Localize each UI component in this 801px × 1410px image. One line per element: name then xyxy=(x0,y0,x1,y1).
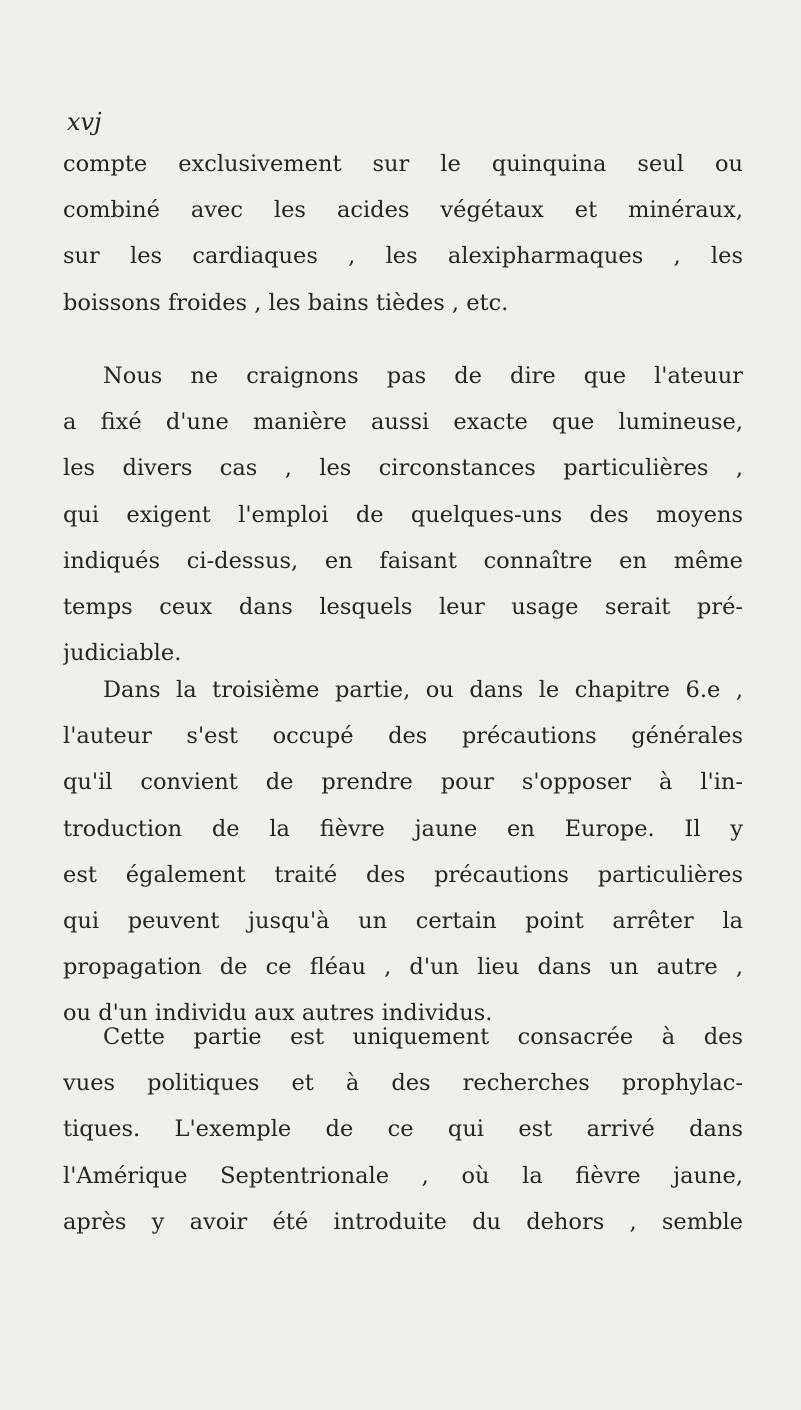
text-line: temps ceux dans lesquels leur usage serait pré- xyxy=(63,593,743,620)
text-line: après y avoir été introduite du dehors , semble xyxy=(63,1208,743,1235)
text-line: indiqués ci-dessus, en faisant connaître en même xyxy=(63,547,743,574)
text-line: l'auteur s'est occupé des précautions générales xyxy=(63,723,743,750)
text-line: a fixé d'une manière aussi exacte que lumineuse, xyxy=(63,409,743,436)
text-line: propagation de ce fléau , d'un lieu dans un autre , xyxy=(63,954,743,981)
text-line: qu'il convient de prendre pour s'opposer à l'in- xyxy=(63,769,743,796)
text-line: compte exclusivement sur le quinquina seul ou xyxy=(63,151,743,177)
text-line: sur les cardiaques , les alexipharmaques , les xyxy=(63,243,743,270)
text-line: l'Amérique Septentrionale , où la fièvre jaune, xyxy=(63,1162,743,1189)
text-line: ou d'un individu aux autres individus. xyxy=(63,1000,493,1027)
text-line: tiques. L'exemple de ce qui est arrivé dans xyxy=(63,1116,743,1143)
text-line: Dans la troisième partie, ou dans le chapitre 6.e , xyxy=(103,677,743,703)
text-line: vues politiques et à des recherches prophylac- xyxy=(63,1070,743,1097)
page-number: xvj xyxy=(67,108,102,136)
paragraph xyxy=(63,1014,743,1245)
text-line: Cette partie est uniquement consacrée à des xyxy=(103,1024,743,1050)
text-line: boissons froides , les bains tièdes , etc. xyxy=(63,289,509,316)
text-line: judiciable. xyxy=(63,640,182,667)
text-line: combiné avec les acides végétaux et minéraux, xyxy=(63,197,743,224)
paragraph xyxy=(63,667,743,1037)
text-line: Nous ne craignons pas de dire que l'ateuur xyxy=(103,363,743,389)
text-line: troduction de la fièvre jaune en Europe. Il y xyxy=(63,815,743,842)
text-line: est également traité des précautions particulières xyxy=(63,861,743,888)
text-line: qui peuvent jusqu'à un certain point arrêter la xyxy=(63,907,743,934)
text-line: qui exigent l'emploi de quelques-uns des moyens xyxy=(63,501,743,528)
text-line: les divers cas , les circonstances particulières , xyxy=(63,455,743,482)
paragraph xyxy=(63,353,743,676)
paragraph xyxy=(63,141,743,326)
